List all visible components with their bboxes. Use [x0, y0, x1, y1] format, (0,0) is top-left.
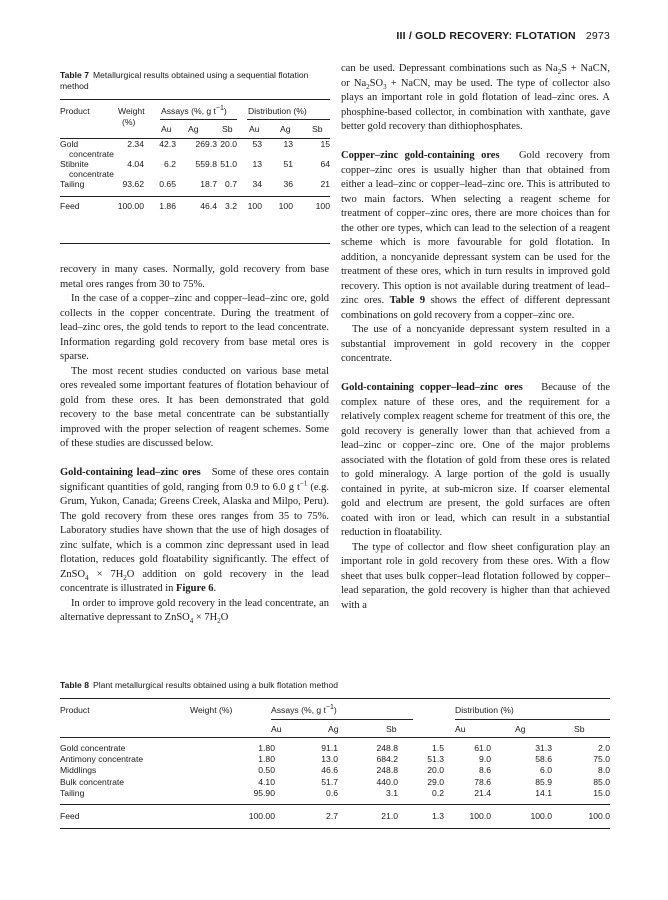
t8-cell-product: Antimony concentrate — [60, 754, 144, 765]
t8-cell-dag: 58.6 — [535, 754, 552, 765]
t7-cell-au: 1.86 — [159, 201, 176, 211]
right-p2-a: Gold recovery from copper–zinc ores is usually higher than that obtained from either a lead–zinc or copper–lead–zinc ore. This is attributed to two main factors. When selecting a reagent scheme for treatment of copper–zinc ores, there are more choices than for the other ore types, which can lead to the selection of a reagent scheme which is more favourable for gold flotation. In addition, a noncyanide depressant system can be used for the treatment of these ores, which in turn results in improved gold recovery. This option is not available during treatment of lead–zinc ores. — [341, 150, 610, 306]
t8-cell-dau: 9.0 — [479, 754, 491, 765]
t8-cell-product: Gold concentrate — [60, 743, 126, 753]
t7-header-distribution: Distribution (%) — [248, 106, 307, 116]
left-p5-b: × 7H — [193, 612, 218, 623]
right-p1-c: SO — [369, 77, 384, 89]
table-7-row — [60, 139, 330, 159]
table-7-label: Table 7 — [60, 70, 89, 80]
table-8-feed-rule — [60, 804, 610, 805]
t8-cell-au: 0.6 — [326, 787, 338, 798]
table-8-feed-row — [60, 811, 610, 822]
table-8-title: Plant metallurgical results obtained using a bulk flotation method — [92, 680, 339, 690]
t8-cell-weight: 1.80 — [258, 743, 275, 753]
t8-cell-sb: 20.0 — [427, 765, 444, 776]
t8-assays-sup: −1 — [325, 704, 334, 712]
t7-cell-dag: 51 — [283, 159, 293, 169]
table-8-row — [60, 765, 610, 776]
t8-cell-au: 46.6 — [321, 765, 338, 776]
t7-cell-weight: 2.34 — [127, 139, 144, 149]
t8-cell-au: 51.7 — [321, 776, 338, 787]
t7-cell-au: 0.65 — [159, 179, 176, 189]
heading-lead-zinc: Gold-containing lead–zinc ores — [60, 467, 201, 478]
table-8-caption — [60, 680, 610, 691]
left-p4-sup: −1 — [299, 479, 308, 487]
t8-cell-product: Bulk concentrate — [60, 776, 125, 787]
right-p4-text: Because of the complex nature of these ores, and the requirement for a relatively complex reagent scheme for treatment of this ore, the gold recovery is generally lower than that achieved from a lead–zinc or copper–zinc ore. One of the major problems associated with the flotation of gold from these ores is related to gold mineralogy. A large portion of the gold is usually contained in pyrite, at sub-micron size. If coarser elemental gold and electrum are present, the gold surfaces are often coated with iron or lead, which can result in a substantial reduction in floatability. — [341, 382, 610, 538]
heading-copper-lead-zinc: Gold-containing copper–lead–zinc ores — [341, 382, 523, 393]
t8-cell-dsb: 2.0 — [598, 743, 610, 753]
right-p2-b: shows the effect of different depressant combinations on gold recovery from a copper–zinc ore. — [341, 295, 611, 321]
t8-cell-dag: 6.0 — [540, 765, 552, 776]
right-column — [341, 62, 610, 613]
t8-cell-weight: 4.10 — [258, 776, 275, 787]
right-para-2 — [341, 149, 610, 323]
t7-cell-product-cont: concentrate — [69, 169, 114, 179]
t8-header-sb: Sb — [386, 724, 397, 734]
table-8 — [60, 680, 610, 829]
table-7-title: Metallurgical results obtained using a sequential flotation method — [60, 70, 309, 91]
t8-header-au: Au — [271, 724, 282, 734]
t8-cell-au: 91.1 — [321, 743, 338, 753]
t7-cell-sb: 51.0 — [220, 159, 237, 169]
t8-cell-sb: 29.0 — [427, 776, 444, 787]
t8-cell-dau: 78.6 — [474, 776, 491, 787]
t8-header-dag: Ag — [515, 724, 526, 734]
table-8-bottom-rule — [60, 828, 610, 829]
t7-header-assays — [161, 106, 227, 116]
t8-assays-text: Assays (%, g t — [271, 705, 326, 715]
left-p4-a: Some of these ores contain significant quantities of gold, ranging from 0.9 to 6.0 g t — [60, 467, 329, 493]
table-9-ref[interactable]: Table 9 — [389, 295, 426, 306]
left-column — [60, 263, 329, 626]
right-p1-sub1: 2 — [557, 68, 562, 77]
t8-header-dau: Au — [455, 724, 466, 734]
t7-cell-ag: 269.3 — [195, 139, 217, 149]
left-p5-a: In order to improve gold recovery in the lead concentrate, an alternative depressant to ZnSO — [60, 597, 329, 623]
left-p4-sub2: 2 — [123, 573, 127, 582]
left-para-1: recovery in many cases. Normally, gold recovery from base metal ores ranges from 30 to 75%. — [60, 264, 329, 290]
left-p5-c: O — [220, 612, 229, 623]
t7-cell-ag: 559.8 — [195, 159, 217, 169]
table-8-body — [60, 743, 610, 822]
right-para-1 — [341, 62, 610, 135]
t7-header-weight: Weight — [118, 106, 145, 116]
t8-header-rule — [60, 737, 610, 738]
t8-cell-ag: 684.2 — [376, 754, 398, 765]
running-head-title: III / GOLD RECOVERY: FLOTATION — [396, 30, 576, 42]
t8-cell-weight: 0.50 — [258, 765, 275, 776]
left-p4-c: × 7H — [88, 568, 124, 580]
t7-cell-product: Tailing — [60, 179, 85, 189]
t8-assays-close: ) — [333, 705, 337, 715]
t8-cell-dsb: 75.0 — [593, 754, 610, 765]
right-para-3: The use of a noncyanide depressant system resulted in a substantial improvement in gold recovery in the copper concentrate. — [341, 324, 610, 364]
t8-cell-product: Middlings — [60, 765, 97, 776]
right-para-5: The type of collector and flow sheet configuration play an important role in gold recovery from these ores. With a flow sheet that uses bulk copper–lead flotation followed by copper–lead separation, the gold recovery is higher than that achieved with a — [341, 541, 610, 611]
t7-distribution-rule — [247, 119, 330, 120]
t8-cell-ag: 248.8 — [376, 743, 398, 753]
t8-header-weight: Weight (%) — [190, 705, 233, 715]
heading-copper-zinc: Copper–zinc gold-containing ores — [341, 150, 500, 161]
t7-cell-sb: 0.7 — [225, 179, 237, 189]
table-8-row — [60, 743, 610, 754]
table-7-row — [60, 159, 330, 179]
t8-cell-au: 2.7 — [326, 810, 338, 821]
t8-cell-sb: 1.3 — [432, 810, 444, 821]
t7-header-sb: Sb — [222, 124, 233, 134]
t7-cell-weight: 4.04 — [127, 159, 144, 169]
figure-6-ref[interactable]: Figure 6 — [176, 583, 214, 594]
table-7-row — [60, 201, 330, 221]
table-7 — [60, 70, 330, 244]
t8-cell-ag: 440.0 — [376, 776, 398, 787]
t7-cell-weight: 93.62 — [122, 179, 144, 189]
page-number: 2973 — [585, 30, 610, 42]
t8-cell-dsb: 100.0 — [588, 810, 610, 821]
right-p1-a: can be used. Depressant combinations such as Na — [341, 63, 558, 74]
t7-cell-product-cont: concentrate — [69, 149, 114, 159]
t8-header-product: Product — [60, 705, 90, 715]
t8-cell-product: Feed — [60, 810, 80, 821]
table-8-row — [60, 754, 610, 765]
t8-cell-sb: 0.2 — [432, 787, 444, 798]
right-p1-d: + NaCN, may be used. The type of collector also plays an important role in gold flotation of lead–zinc ores. A phosphine-based collector, in combination with xanthate, gave better gold recovery than dithiophosphates. — [341, 77, 610, 132]
t8-cell-sb: 51.3 — [427, 754, 444, 765]
t8-cell-ag: 21.0 — [381, 810, 398, 821]
t8-cell-dag: 14.1 — [535, 787, 552, 798]
left-p4-sub1: 4 — [85, 573, 89, 582]
t8-header-distribution: Distribution (%) — [455, 705, 514, 715]
t7-cell-dau: 13 — [252, 159, 262, 169]
left-p4-d: O addition on gold recovery in the lead concentrate is illustrated in — [60, 568, 329, 594]
right-p1-sub3: 3 — [383, 82, 387, 91]
left-p4-e: . — [213, 583, 217, 594]
t7-assays-text: Assays (%, g t — [161, 106, 216, 116]
t7-cell-product: Stibnite — [60, 159, 89, 169]
t7-header-product: Product — [60, 106, 90, 116]
t7-header-ag: Ag — [188, 124, 199, 134]
table-8-label: Table 8 — [60, 680, 89, 690]
t7-cell-product: Gold — [60, 139, 79, 149]
t7-cell-dsb: 21 — [320, 179, 330, 189]
t7-cell-dag: 100 — [278, 201, 293, 211]
t8-cell-sb: 1.5 — [432, 743, 444, 753]
t7-cell-au: 6.2 — [164, 159, 176, 169]
t8-cell-au: 13.0 — [321, 754, 338, 765]
t7-cell-product: Feed — [60, 201, 80, 211]
table-7-caption — [60, 70, 330, 92]
t7-cell-dau: 100 — [247, 201, 262, 211]
t7-cell-dag: 13 — [283, 139, 293, 149]
t8-cell-dau: 100.0 — [469, 810, 491, 821]
t7-assays-sup: −1 — [215, 105, 224, 113]
t7-cell-ag: 46.4 — [200, 201, 217, 211]
t7-cell-ag: 18.7 — [200, 179, 217, 189]
t8-cell-dsb: 85.0 — [593, 776, 610, 787]
running-head — [396, 30, 610, 42]
left-para-4 — [60, 466, 329, 597]
t7-cell-dsb: 64 — [320, 159, 330, 169]
left-p4-b: (e.g. Grum, Yukon, Canada; Greens Creek, Alaska and Milpo, Peru). The gold recovery from these ores ranges from 35 to 75%. Laboratory studies have shown that the use of high dosages of zinc sulfate, which is a common zinc depressant used in lead flotation, reduces gold floatability significantly. The effect of ZnSO — [60, 481, 329, 580]
t7-header-dag: Ag — [280, 124, 291, 134]
t8-cell-dag: 100.0 — [530, 810, 552, 821]
table-7-feed-rule — [60, 196, 330, 197]
t7-assays-rule — [160, 119, 237, 120]
t7-assays-close: ) — [223, 106, 227, 116]
t7-cell-dsb: 100 — [315, 201, 330, 211]
t8-cell-dag: 85.9 — [535, 776, 552, 787]
table-7-bottom-rule — [60, 243, 330, 244]
t7-cell-dag: 36 — [283, 179, 293, 189]
t8-cell-weight: 95.90 — [253, 787, 275, 798]
table-8-header — [60, 699, 610, 743]
left-para-5 — [60, 597, 329, 626]
t8-header-ag: Ag — [328, 724, 339, 734]
t7-header-dsb: Sb — [312, 124, 323, 134]
t8-cell-dsb: 15.0 — [593, 787, 610, 798]
t7-cell-sb: 20.0 — [220, 139, 237, 149]
right-para-4 — [341, 381, 610, 541]
t8-assays-rule — [271, 719, 413, 720]
table-8-row — [60, 777, 610, 788]
t7-cell-weight: 100.00 — [117, 201, 144, 211]
t7-cell-dau: 53 — [252, 139, 262, 149]
t8-header-dsb: Sb — [574, 724, 585, 734]
t8-cell-product: Tailing — [60, 787, 85, 798]
left-para-3: The most recent studies conducted on various base metal ores revealed some important features of flotation behaviour of gold from these ores. It has been demonstrated that gold recovery to the base metal concentrate can be substantially improved with the proper selection of reagent schemes. Some of these studies are discussed below. — [60, 365, 329, 449]
t8-cell-dau: 21.4 — [474, 787, 491, 798]
t8-cell-dag: 31.3 — [535, 743, 552, 753]
t8-cell-dau: 8.6 — [479, 765, 491, 776]
table-8-row — [60, 788, 610, 799]
right-p1-b: S + NaCN, or Na — [341, 63, 610, 89]
t7-header-weight-unit: (%) — [122, 117, 136, 127]
t7-cell-dau: 34 — [252, 179, 262, 189]
t7-header-au: Au — [161, 124, 172, 134]
t7-cell-dsb: 15 — [320, 139, 330, 149]
left-p5-sub2: 2 — [217, 617, 221, 626]
t8-cell-dsb: 8.0 — [598, 765, 610, 776]
t8-header-assays — [271, 705, 337, 715]
left-para-2: In the case of a copper–zinc and copper–lead–zinc ore, gold collects in the copper concentrate. During the treatment of lead–zinc ores, the gold tends to report to the lead concentrate. Information regarding gold recovery from base metal ores is sparse. — [60, 293, 329, 362]
t8-distribution-rule — [455, 719, 610, 720]
table-7-body — [60, 139, 330, 243]
left-p5-sub1: 4 — [189, 617, 194, 626]
t8-cell-ag: 248.8 — [376, 765, 398, 776]
t7-cell-au: 42.3 — [159, 139, 176, 149]
right-p1-sub2: 2 — [366, 82, 370, 91]
t8-cell-dau: 61.0 — [474, 743, 491, 753]
t8-cell-ag: 3.1 — [386, 787, 398, 798]
t8-cell-weight: 1.80 — [258, 754, 275, 765]
t8-cell-weight: 100.00 — [248, 810, 275, 821]
t7-cell-sb: 3.2 — [225, 201, 237, 211]
t7-header-dau: Au — [249, 124, 260, 134]
